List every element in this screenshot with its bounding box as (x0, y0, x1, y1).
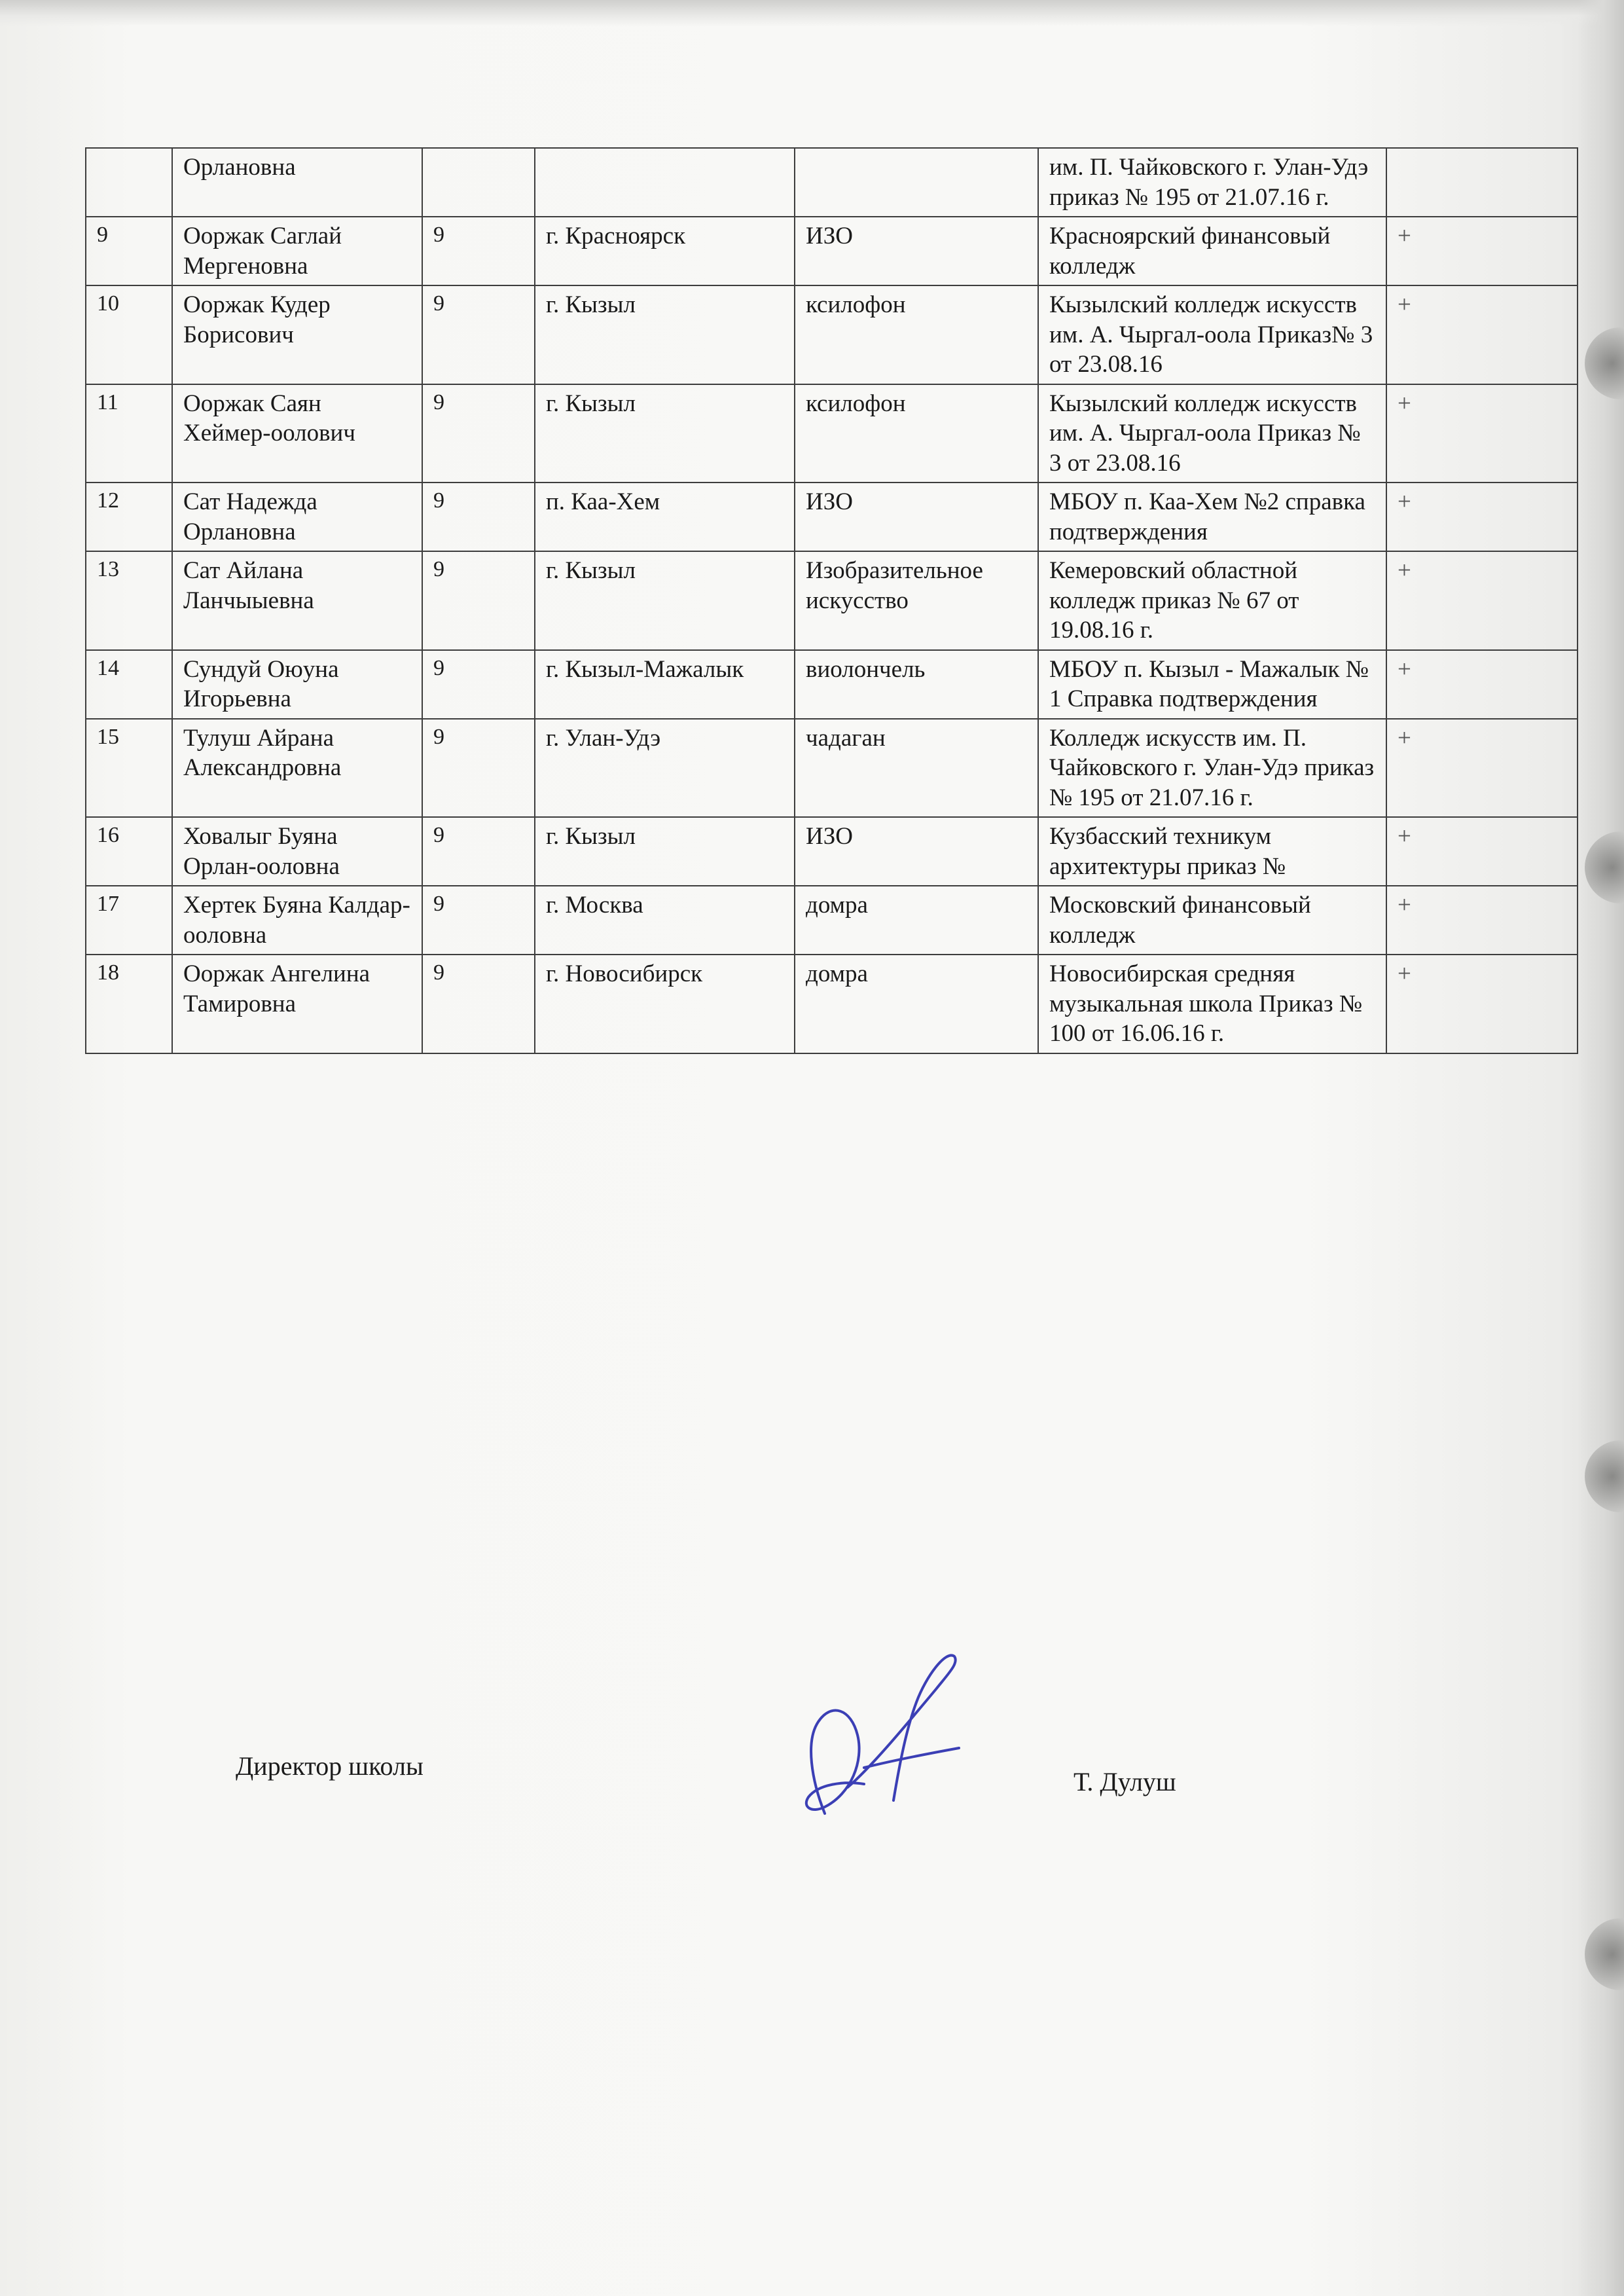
grade-cell: 9 (422, 955, 535, 1053)
signature-block (0, 1741, 1624, 1872)
grade-cell: 9 (422, 719, 535, 818)
destination-city-cell (535, 148, 795, 217)
destination-city-cell: г. Кызыл (535, 817, 795, 886)
table-row (86, 650, 1578, 719)
confirmation-mark-cell: + (1386, 285, 1578, 384)
institution-cell: Кемеровский областной колледж приказ № 67 от 19.08.16 г. (1038, 551, 1386, 650)
confirmation-mark-cell: + (1386, 217, 1578, 285)
student-name-cell: Сундуй Оюуна Игорьевна (172, 650, 422, 719)
table-body (86, 148, 1578, 1053)
specialty-cell: ИЗО (795, 817, 1038, 886)
grade-cell: 9 (422, 817, 535, 886)
grade-cell: 9 (422, 384, 535, 483)
row-number-cell: 15 (86, 719, 172, 818)
institution-cell: МБОУ п. Кызыл - Мажалык № 1 Справка подтверждения (1038, 650, 1386, 719)
specialty-cell: Изобразительное искусство (795, 551, 1038, 650)
institution-cell: Новосибирская средняя музыкальная школа Приказ № 100 от 16.06.16 г. (1038, 955, 1386, 1053)
table-row (86, 719, 1578, 818)
specialty-cell: виолончель (795, 650, 1038, 719)
confirmation-mark-cell (1386, 148, 1578, 217)
row-number-cell: 11 (86, 384, 172, 483)
student-name-cell: Сат Надежда Орлановна (172, 483, 422, 551)
student-name-cell: Ооржак Ангелина Тамировна (172, 955, 422, 1053)
table-row (86, 955, 1578, 1053)
specialty-cell: ксилофон (795, 384, 1038, 483)
specialty-cell: ИЗО (795, 483, 1038, 551)
grade-cell: 9 (422, 217, 535, 285)
table-row (86, 217, 1578, 285)
destination-city-cell: г. Кызыл (535, 384, 795, 483)
confirmation-mark-cell: + (1386, 955, 1578, 1053)
destination-city-cell: г. Красноярск (535, 217, 795, 285)
confirmation-mark-cell: + (1386, 719, 1578, 818)
institution-cell: МБОУ п. Каа-Хем №2 справка подтверждения (1038, 483, 1386, 551)
row-number-cell: 16 (86, 817, 172, 886)
confirmation-mark-cell: + (1386, 886, 1578, 955)
row-number-cell: 12 (86, 483, 172, 551)
institution-cell: им. П. Чайковского г. Улан-Удэ приказ № 195 от 21.07.16 г. (1038, 148, 1386, 217)
student-name-cell: Ооржак Саян Хеймер-оолович (172, 384, 422, 483)
signer-role: Директор школы (236, 1751, 424, 1781)
table-row (86, 384, 1578, 483)
table-row (86, 886, 1578, 955)
student-name-cell: Ооржак Саглай Мергеновна (172, 217, 422, 285)
institution-cell: Красноярский финансовый колледж (1038, 217, 1386, 285)
destination-city-cell: г. Улан-Удэ (535, 719, 795, 818)
confirmation-mark-cell: + (1386, 483, 1578, 551)
destination-city-cell: г. Новосибирск (535, 955, 795, 1053)
table-row (86, 817, 1578, 886)
student-name-cell: Хертек Буяна Калдар-ооловна (172, 886, 422, 955)
student-name-cell: Ховалыг Буяна Орлан-ооловна (172, 817, 422, 886)
row-number-cell: 17 (86, 886, 172, 955)
destination-city-cell: г. Москва (535, 886, 795, 955)
confirmation-mark-cell: + (1386, 384, 1578, 483)
row-number-cell: 14 (86, 650, 172, 719)
student-name-cell: Орлановна (172, 148, 422, 217)
student-name-cell: Тулуш Айрана Александровна (172, 719, 422, 818)
row-number-cell (86, 148, 172, 217)
table-row (86, 285, 1578, 384)
specialty-cell: домра (795, 955, 1038, 1053)
destination-city-cell: п. Каа-Хем (535, 483, 795, 551)
grade-cell: 9 (422, 551, 535, 650)
destination-city-cell: г. Кызыл-Мажалык (535, 650, 795, 719)
director-name: Т. Дулуш (1074, 1767, 1176, 1796)
confirmation-mark-cell: + (1386, 650, 1578, 719)
institution-cell: Московский финансовый колледж (1038, 886, 1386, 955)
table-row (86, 483, 1578, 551)
institution-cell: Кузбасский техникум архитектуры приказ № (1038, 817, 1386, 886)
specialty-cell: чадаган (795, 719, 1038, 818)
table-row (86, 551, 1578, 650)
handwritten-signature (785, 1650, 1001, 1833)
institution-cell: Колледж искусств им. П. Чайковского г. Улан-Удэ приказ № 195 от 21.07.16 г. (1038, 719, 1386, 818)
institution-cell: Кызылский колледж искусств им. А. Чыргал-оола Приказ№ 3 от 23.08.16 (1038, 285, 1386, 384)
confirmation-mark-cell: + (1386, 817, 1578, 886)
destination-city-cell: г. Кызыл (535, 551, 795, 650)
table-row (86, 148, 1578, 217)
grade-cell (422, 148, 535, 217)
student-name-cell: Ооржак Кудер Борисович (172, 285, 422, 384)
row-number-cell: 18 (86, 955, 172, 1053)
grade-cell: 9 (422, 886, 535, 955)
grade-cell: 9 (422, 650, 535, 719)
grade-cell: 9 (422, 285, 535, 384)
graduates-table (85, 147, 1578, 1054)
confirmation-mark-cell: + (1386, 551, 1578, 650)
row-number-cell: 13 (86, 551, 172, 650)
destination-city-cell: г. Кызыл (535, 285, 795, 384)
student-name-cell: Сат Айлана Ланчыыевна (172, 551, 422, 650)
grade-cell: 9 (422, 483, 535, 551)
row-number-cell: 9 (86, 217, 172, 285)
page-top-edge-shadow (0, 0, 1624, 26)
row-number-cell: 10 (86, 285, 172, 384)
specialty-cell: ксилофон (795, 285, 1038, 384)
specialty-cell: ИЗО (795, 217, 1038, 285)
specialty-cell (795, 148, 1038, 217)
institution-cell: Кызылский колледж искусств им. А. Чыргал-оола Приказ № 3 от 23.08.16 (1038, 384, 1386, 483)
specialty-cell: домра (795, 886, 1038, 955)
